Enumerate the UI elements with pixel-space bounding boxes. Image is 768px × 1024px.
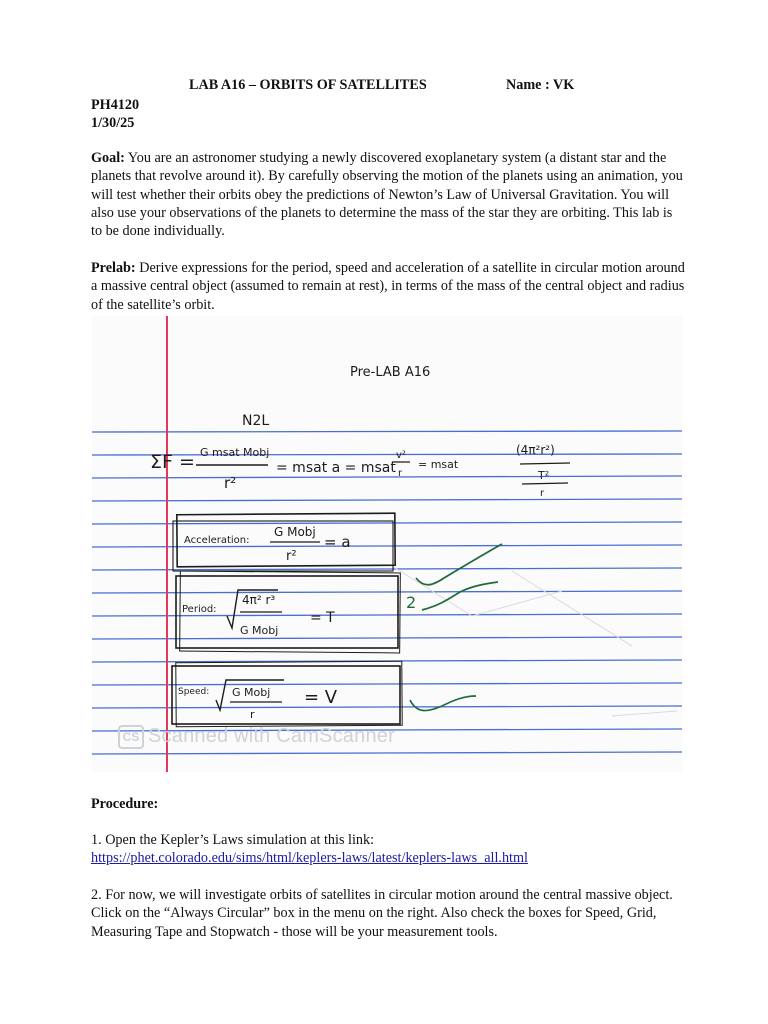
gravity-denominator: r² [224,474,237,492]
n2l-label: N2L [242,413,270,429]
handwritten-notes-scan [92,316,682,772]
notes-heading: Pre-LAB A16 [350,365,431,380]
bleed-through-marks [392,566,677,716]
r-under-t2: r [540,488,545,499]
acceleration-equals: = a [324,533,351,551]
fraction-numerator: (4π²r²) [516,443,555,457]
student-name: Name : VK [506,77,575,93]
acceleration-denominator: r² [286,549,297,564]
notebook-page [92,316,682,772]
prelab-label: Prelab: [91,260,136,276]
lab-date: 1/30/25 [91,115,135,131]
gravity-numerator: G msat Mobj [200,446,270,459]
period-label: Period: [182,604,217,615]
period-numerator: 4π² r³ [242,593,276,607]
prelab-text: Derive expressions for the period, speed and acceleration of a satellite in circular motion around a massive central object (assumed to remain at rest), in terms of the mass of the central object and radius of the satellite’s orbit. [91,260,685,313]
eq-msat-a: = msat a = msat [276,460,396,476]
camscanner-watermark: Scanned with CamScanner [148,725,395,747]
v-squared: v² [396,450,406,461]
period-denominator: G Mobj [240,624,279,637]
procedure-heading: Procedure: [91,796,159,812]
procedure-step-1: 1. Open the Kepler’s Laws simulation at this link: [91,832,375,848]
speed-denominator: r [250,708,255,721]
goal-label: Goal: [91,150,125,166]
prelab-paragraph [91,259,686,314]
acceleration-numerator: G Mobj [274,525,316,539]
speed-checkmark-icon [410,696,476,711]
period-equals: = T [310,610,335,626]
simulation-link[interactable]: https://phet.colorado.edu/sims/html/keplers-laws/latest/keplers-laws_all.html [91,850,528,866]
goal-text: You are an astronomer studying a newly discovered exoplanetary system (a distant star and the planets that revolve around it). By carefully observing the motion of the planets using an animation, you will test whether their orbits obey the predictions of Newton’s Law of Universal Gravitation. You will also use your observations of the planets to determine the mass of the star they are orbiting. This lab is to be done individually. [91,150,683,240]
sum-force: ΣF = [150,451,195,473]
lab-title: LAB A16 – ORBITS OF SATELLITES [189,77,427,93]
goal-paragraph [91,149,686,240]
t-squared: T² [538,469,550,482]
acceleration-checkmark-icon [416,544,502,585]
camscanner-logo-icon: CS [118,725,144,749]
speed-label: Speed: [178,687,210,697]
r-under-v2: r [398,468,403,479]
period-mark: 2 [406,593,417,612]
speed-equals: = V [304,687,338,708]
course-code: PH4120 [91,97,140,113]
acceleration-label: Acceleration: [184,535,250,546]
eq-msat-2: = msat [418,458,459,471]
speed-numerator: G Mobj [232,686,271,699]
period-checkmark-icon [422,582,498,610]
procedure-step-2: 2. For now, we will investigate orbits of satellites in circular motion around the central massive object. Click on the “Always Circular” box in the menu on the right. Also check the boxes for Speed, Grid, Measuring Tape and Stopwatch - those will be your measurement tools. [91,887,673,940]
